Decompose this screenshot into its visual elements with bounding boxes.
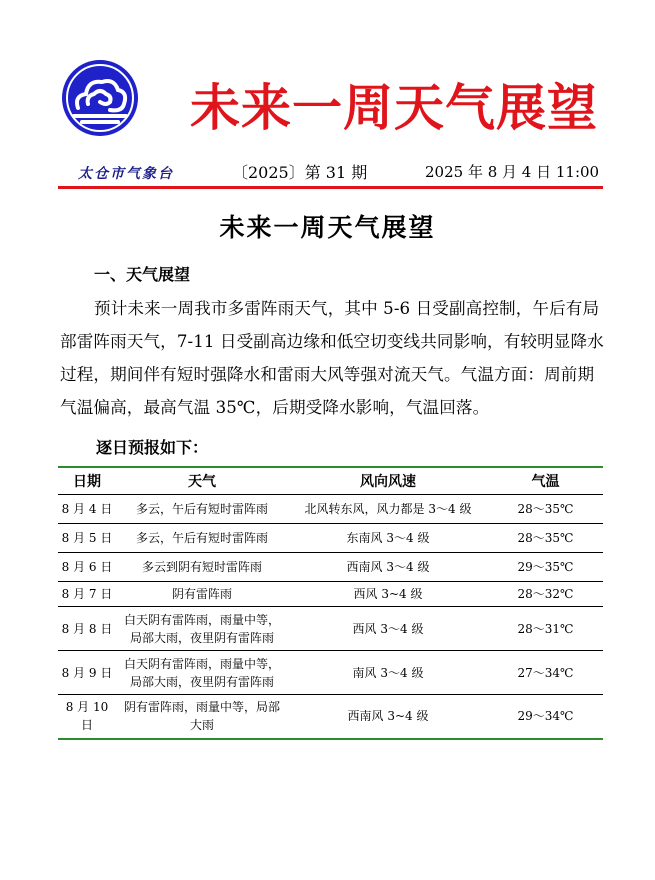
cell-temp: 27～34℃	[488, 651, 603, 695]
cell-weather: 白天阴有雷阵雨，雨量中等，局部大雨，夜里阴有雷阵雨	[116, 651, 288, 695]
cell-date: 8 月 10 日	[58, 695, 116, 739]
table-header-row	[58, 467, 603, 495]
cell-wind: 西南风 3~4 级	[288, 695, 488, 739]
header-weather: 天气	[116, 467, 288, 495]
cell-temp: 29～34℃	[488, 695, 603, 739]
issuing-office: 太仓市气象台	[78, 166, 174, 182]
cell-date: 8 月 9 日	[58, 651, 116, 695]
cell-date: 8 月 6 日	[58, 553, 116, 582]
table-row	[58, 495, 603, 524]
document-title: 未来一周天气展望	[219, 213, 436, 242]
cell-temp: 28～32℃	[488, 582, 603, 607]
cell-temp: 28～35℃	[488, 524, 603, 553]
cell-date: 8 月 8 日	[58, 607, 116, 651]
cell-weather: 多云，午后有短时雷阵雨	[116, 524, 288, 553]
cell-date: 8 月 7 日	[58, 582, 116, 607]
table-row	[58, 695, 603, 739]
header-date: 日期	[58, 467, 116, 495]
masthead-title: 未来一周天气展望	[190, 79, 598, 137]
cell-weather: 多云到阴有短时雷阵雨	[116, 553, 288, 582]
cell-weather: 阴有雷阵雨，雨量中等，局部大雨	[116, 695, 288, 739]
cell-temp: 29～35℃	[488, 553, 603, 582]
section-heading: 一、天气展望	[94, 265, 191, 284]
table-row	[58, 553, 603, 582]
daily-forecast-heading: 逐日预报如下：	[96, 438, 209, 457]
cell-wind: 北风转东风，风力都是 3～4 级	[288, 495, 488, 524]
cell-weather: 白天阴有雷阵雨，雨量中等，局部大雨，夜里阴有雷阵雨	[116, 607, 288, 651]
outlook-paragraph: 预计未来一周我市多雷阵雨天气，其中 5-6 日受副高控制，午后有局部雷阵雨天气，7-11 日受副高边缘和低空切变线共同影响，有较明显降水过程，期间伴有短时强降水和雷雨大风等强对流天气。气温方面：周前期气温偏高，最高气温 35℃，后期受降水影响，气温回落。	[60, 299, 604, 417]
issue-date: 2025 年 8 月 4 日 11:00	[425, 163, 600, 181]
cma-cloud-logo-icon	[60, 58, 140, 138]
cell-wind: 南风 3～4 级	[288, 651, 488, 695]
cell-wind: 东南风 3～4 级	[288, 524, 488, 553]
cell-wind: 西风 3~4 级	[288, 582, 488, 607]
cell-wind: 西南风 3～4 级	[288, 553, 488, 582]
cell-temp: 28～31℃	[488, 607, 603, 651]
header-temp: 气温	[488, 467, 603, 495]
table-row	[58, 524, 603, 553]
cell-weather: 阴有雷阵雨	[116, 582, 288, 607]
cell-wind: 西风 3～4 级	[288, 607, 488, 651]
table-row	[58, 607, 603, 651]
daily-forecast-table	[58, 466, 603, 740]
issue-number: 〔2025〕第 31 期	[232, 163, 368, 182]
masthead-divider	[58, 186, 603, 189]
header-wind: 风向风速	[288, 467, 488, 495]
table-row	[58, 582, 603, 607]
cell-date: 8 月 4 日	[58, 495, 116, 524]
cell-weather: 多云，午后有短时雷阵雨	[116, 495, 288, 524]
cell-temp: 28～35℃	[488, 495, 603, 524]
table-row	[58, 651, 603, 695]
cell-date: 8 月 5 日	[58, 524, 116, 553]
